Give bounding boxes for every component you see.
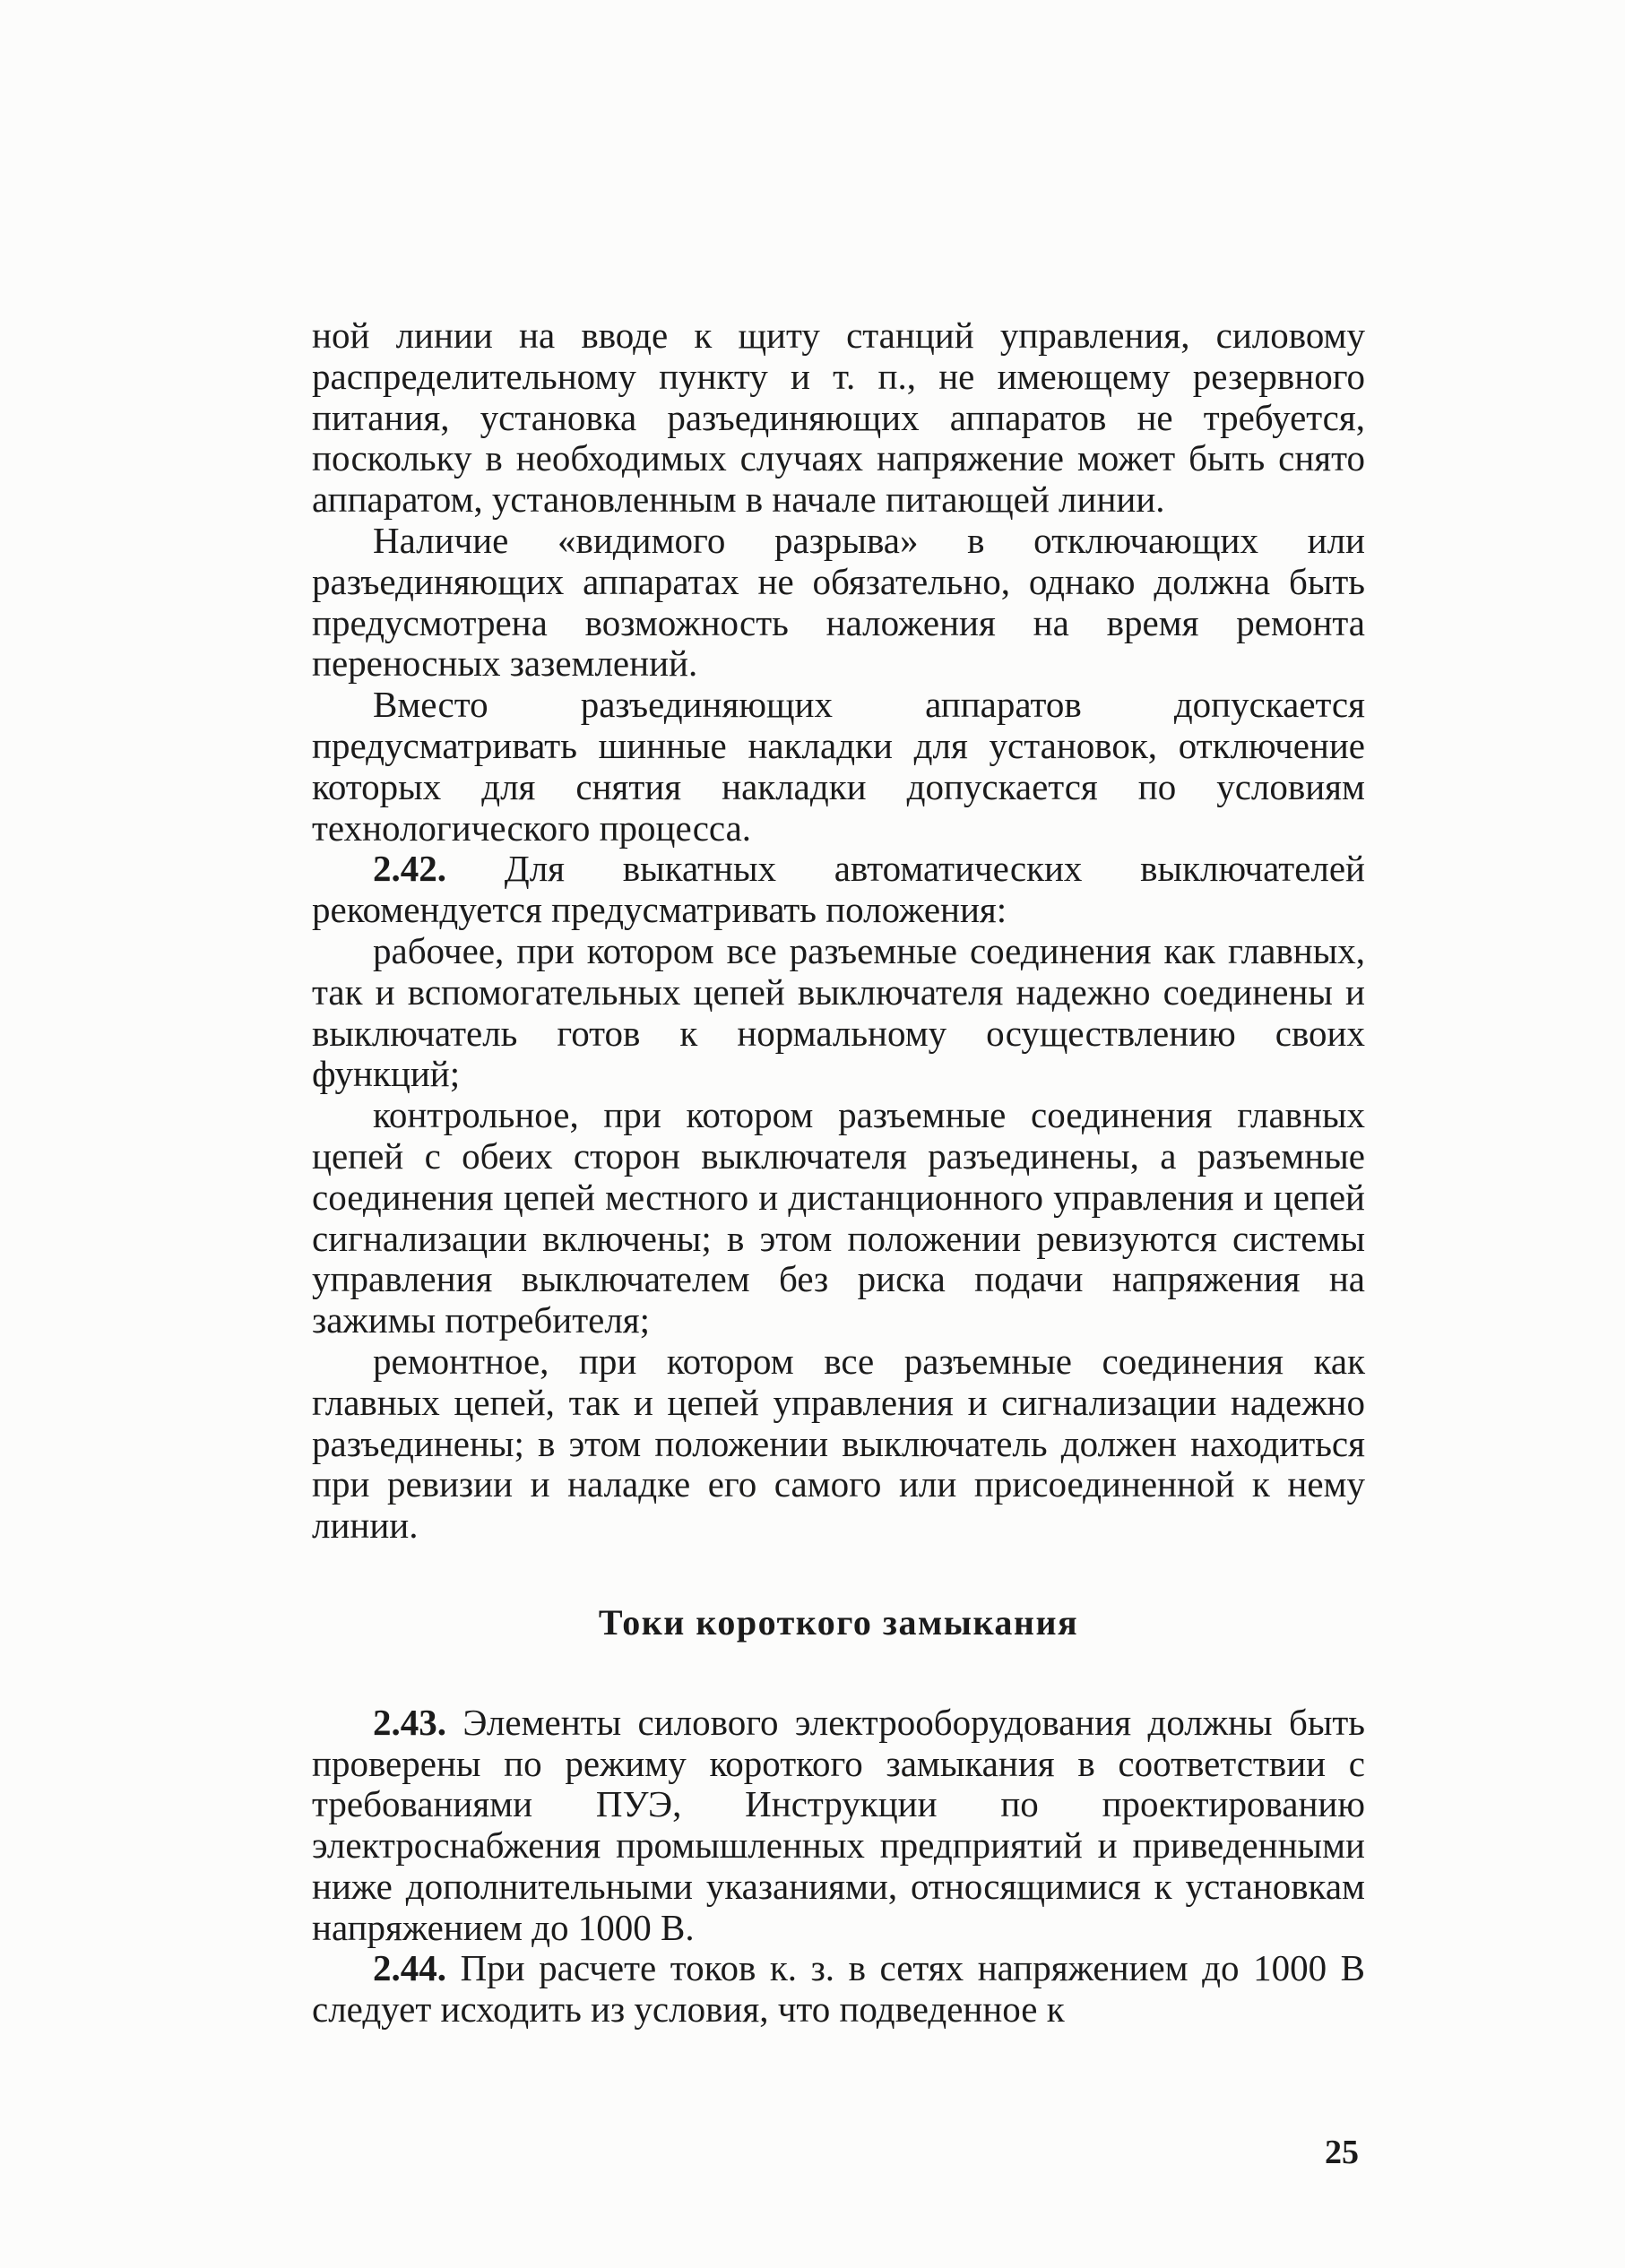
paragraph-continued: ной линии на вводе к щиту станций управления, силовому распределительному пункту и т. п., не имеющему резервного питания, установка разъединяющих аппаратов не требуется, поскольку в необходимых случаях напряжение может быть снято аппаратом, установленным в начале питающей линии. — [312, 315, 1365, 521]
page-number: 25 — [1325, 2134, 1359, 2171]
clause-2-43 — [312, 1703, 1365, 1949]
clause-number: 2.42. — [373, 848, 446, 890]
position-control: контрольное, при котором разъемные соединения главных цепей с обеих сторон выключателя разъединены, а разъемные соединения цепей местного и дистанционного управления и цепей сигнализации включены; в этом положении ревизуются системы управления выключателем без риска подачи напряжения на зажимы потребителя; — [312, 1094, 1365, 1341]
paragraph-visible-break: Наличие «видимого разрыва» в отключающих или разъединяющих аппаратах не обязательно, однако должна быть предусмотрена возможность наложения на время ремонта переносных заземлений. — [312, 519, 1365, 685]
section-heading: Токи короткого замыкания — [598, 1601, 1079, 1643]
position-repair: ремонтное, при котором все разъемные соединения как главных цепей, так и цепей управления и сигнализации надежно разъединены; в этом положении выключатель должен находиться при ревизии и наладке его самого или присоединенной к нему линии. — [312, 1340, 1365, 1547]
clause-text: Для выкатных автоматических выключателей рекомендуется предусматривать положения: — [312, 848, 1365, 931]
body-text — [312, 315, 1365, 2031]
clause-number: 2.44. — [373, 1947, 446, 1989]
clause-text: При расчете токов к. з. в сетях напряжением до 1000 В следует исходить из условия, что подведенное к — [312, 1947, 1365, 2031]
clause-text: Элементы силового электрооборудования должны быть проверены по режиму короткого замыкания в соответствии с требованиями ПУЭ, Инструкции по проектированию электроснабжения промышленных предприятий и приведенными ниже дополнительными указаниями, относящимися к установкам напряжением до 1000 В. — [312, 1701, 1365, 1948]
paragraph-bus-plates: Вместо разъединяющих аппаратов допускается предусматривать шинные накладки для установок, отключение которых для снятия накладки допускается по условиям технологического процесса. — [312, 684, 1365, 849]
clause-2-42 — [312, 849, 1365, 931]
position-working: рабочее, при котором все разъемные соединения как главных, так и вспомогательных цепей выключателя надежно соединены и выключатель готов к нормальному осуществлению своих функций; — [312, 929, 1365, 1095]
clause-number: 2.43. — [373, 1701, 446, 1743]
clause-2-44 — [312, 1948, 1365, 2031]
